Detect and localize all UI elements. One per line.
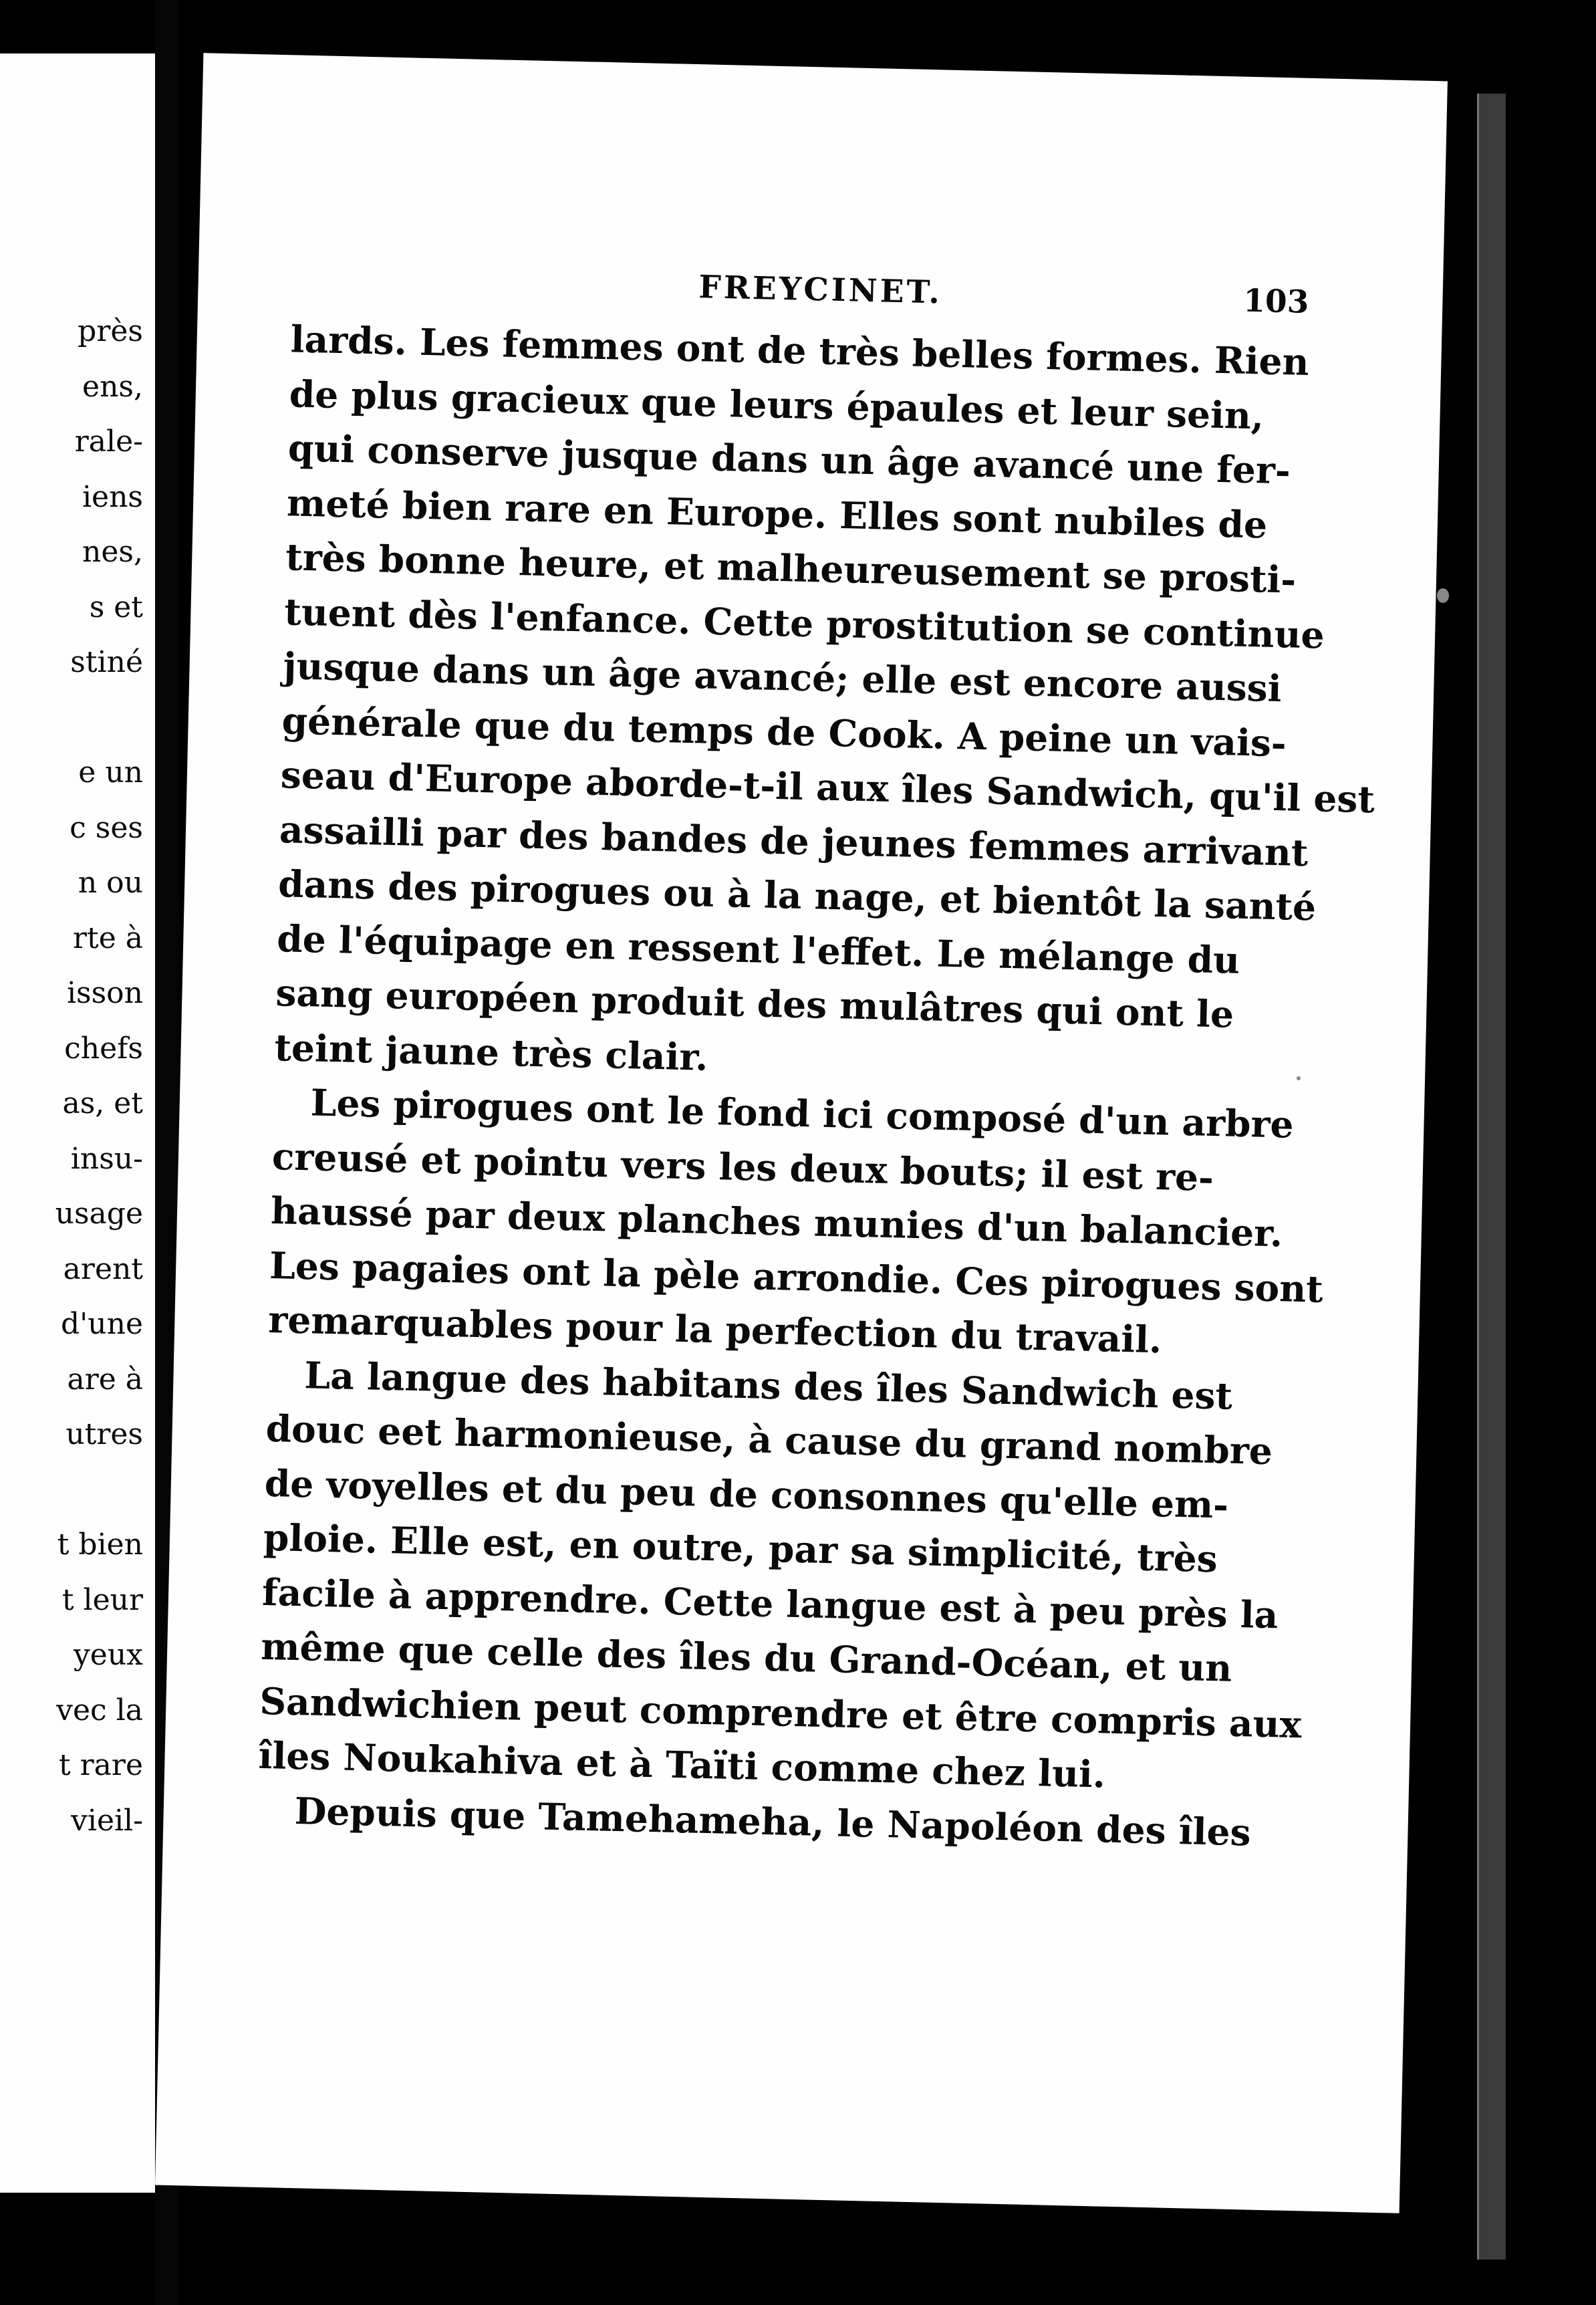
main-page [155, 53, 1448, 2213]
dust-speck [1437, 588, 1449, 603]
left-page-line: usage [55, 1197, 143, 1231]
text-line: douc eet harmonieuse, à cause du grand nombre [265, 1406, 1273, 1473]
left-page-line: arent [63, 1251, 143, 1286]
left-page-line: près [78, 314, 143, 348]
text-line: Depuis que Tamehameha, le Napoléon des îles [294, 1788, 1252, 1854]
dust-speck [1297, 1076, 1301, 1080]
text-line: de l'équipage en ressent l'effet. Le mélange du [276, 916, 1240, 982]
left-facing-page [0, 53, 159, 2193]
left-page-line: t bien [57, 1528, 143, 1562]
text-line: ploie. Elle est, en outre, par sa simplicité, très [263, 1515, 1218, 1581]
left-page-line: t leur [61, 1582, 143, 1617]
left-page-line: stiné [70, 645, 143, 679]
text-line: Les pirogues ont le fond ici composé d'un arbre [310, 1080, 1295, 1146]
text-line: facile à apprendre. Cette langue est à peu près la [261, 1570, 1279, 1636]
text-line: meté bien rare en Europe. Elles sont nubiles de [286, 480, 1268, 547]
text-line: de voyelles et du peu de consonnes qu'elle em- [264, 1461, 1229, 1527]
text-line: lards. Les femmes ont de très belles formes. Rien [290, 317, 1310, 384]
left-page-line: c ses [70, 810, 143, 845]
left-page-line: isson [66, 976, 143, 1010]
left-page-line: rale- [74, 424, 143, 459]
left-page-line: vec la [56, 1693, 143, 1727]
left-page-line: yeux [73, 1638, 143, 1672]
left-page-line: insu- [70, 1141, 143, 1176]
text-line: Sandwichien peut comprendre et être compris aux [259, 1679, 1303, 1746]
text-line: très bonne heure, et malheureusement se prosti- [285, 535, 1297, 602]
left-page-line: e un [78, 755, 143, 790]
left-page-line: d'une [61, 1307, 143, 1341]
left-page-line: as, et [62, 1086, 143, 1120]
paragraph [267, 1074, 1324, 1367]
text-line: sang européen produit des mulâtres qui ont le [275, 971, 1234, 1036]
text-line: creusé et pointu vers les deux bouts; il est re- [271, 1134, 1214, 1199]
left-page-line: chefs [64, 1031, 143, 1066]
left-page-line: s et [89, 590, 143, 624]
paragraph [273, 312, 1375, 1094]
page-number: 103 [1242, 282, 1310, 321]
text-line: îles Noukahiva et à Taïti comme chez lui. [257, 1733, 1106, 1796]
left-page-line: utres [65, 1417, 143, 1451]
left-page-line: vieil- [71, 1803, 143, 1838]
text-line: même que celle des îles du Grand-Océan, et un [260, 1624, 1233, 1690]
left-page-line: n ou [78, 866, 143, 900]
text-line: La langue des habitans des îles Sandwich est [303, 1352, 1233, 1418]
body-text [257, 312, 1375, 1857]
left-page-line: rte à [73, 921, 143, 955]
left-page-line: t rare [58, 1748, 143, 1782]
left-page-line: ens, [82, 369, 143, 404]
left-page-line: are à [67, 1362, 143, 1397]
text-line: assailli par des bandes de jeunes femmes arrivant [279, 807, 1309, 874]
book-edge-strip [1477, 94, 1506, 2260]
text-line: remarquables pour la perfection du travail. [267, 1297, 1162, 1362]
text-line: haussé par deux planches munies d'un balancier. [270, 1189, 1284, 1255]
text-line: générale que du temps de Cook. A peine un vais- [281, 698, 1287, 765]
text-line: dans des pirogues ou à la nage, et bientôt la santé [277, 862, 1317, 929]
left-page-line: nes, [82, 535, 143, 569]
running-head: FREYCINET. [698, 269, 943, 312]
text-line: tuent dès l'enfance. Cette prostitution se continue [283, 589, 1325, 657]
text-line: Les pagaies ont la pèle arrondie. Ces pirogues sont [269, 1243, 1324, 1311]
text-line: jusque dans un âge avancé; elle est encore aussi [282, 644, 1283, 711]
paragraph [257, 1346, 1303, 1802]
text-line: teint jaune très clair. [273, 1025, 709, 1079]
text-line: qui conserve jusque dans un âge avancé une fer- [287, 426, 1291, 493]
text-line: seau d'Europe aborde-t-il aux îles Sandwich, qu'il est [280, 753, 1375, 822]
text-line: de plus gracieux que leurs épaules et leur sein, [289, 371, 1265, 437]
left-page-line: iens [82, 479, 143, 514]
